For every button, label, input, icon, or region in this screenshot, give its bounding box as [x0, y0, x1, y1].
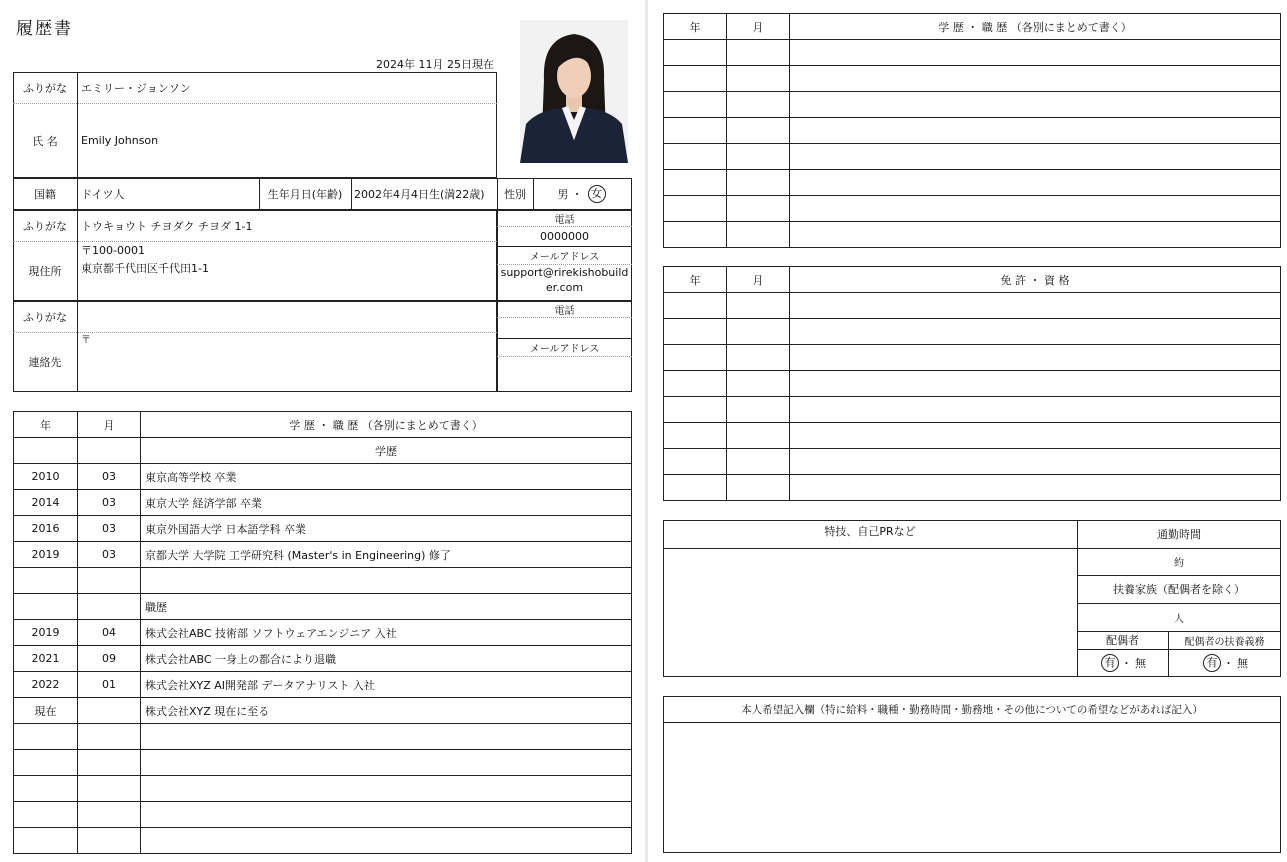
history-year-cell [14, 750, 78, 776]
history-desc-cell: 株式会社XYZ 現在に至る [141, 698, 632, 724]
license-year-cell [664, 449, 727, 475]
history-row [14, 828, 632, 854]
history-year-cell [14, 438, 78, 464]
history-continued-month-cell [727, 196, 790, 222]
license-table [663, 266, 1281, 501]
license-month-cell [727, 319, 790, 345]
history-month-cell [78, 594, 141, 620]
history-continued-row [664, 118, 1281, 144]
history-continued-desc-cell [790, 66, 1281, 92]
history-year-cell: 2021 [14, 646, 78, 672]
license-year-cell [664, 423, 727, 449]
history-year-cell [14, 802, 78, 828]
license-year-cell [664, 319, 727, 345]
history-continued-month-cell [727, 222, 790, 248]
history-year-cell [14, 776, 78, 802]
history-month-cell: 01 [78, 672, 141, 698]
history-month-cell: 04 [78, 620, 141, 646]
support-yes-circled: 有 [1203, 654, 1221, 672]
contact-label: 連絡先 [28, 356, 62, 369]
history-year-cell: 2014 [14, 490, 78, 516]
history-continued-year-cell [664, 66, 727, 92]
license-year-cell [664, 371, 727, 397]
contact-furigana-label: ふりがな [23, 310, 67, 324]
history-header-year: 年 [14, 412, 78, 438]
history-month-cell: 03 [78, 542, 141, 568]
history-year-cell: 2010 [14, 464, 78, 490]
license-row [664, 293, 1281, 319]
history-continued-desc-cell [790, 40, 1281, 66]
history-continued-header-month: 月 [727, 14, 790, 40]
history-desc-cell: 東京高等学校 卒業 [141, 464, 632, 490]
history-month-cell: 09 [78, 646, 141, 672]
contact-div [77, 301, 78, 392]
history-continued-desc-cell [790, 118, 1281, 144]
spouse-support-label: 配偶者の扶養義務 [1184, 636, 1265, 648]
history-continued-year-cell [664, 92, 727, 118]
license-row [664, 423, 1281, 449]
address-furigana-label: ふりがな [23, 219, 67, 233]
furigana-label: ふりがな [23, 81, 67, 95]
spouse-yes-circled: 有 [1101, 654, 1119, 672]
history-continued-header-desc: 学 歴 ・ 職 歴 （各別にまとめて書く） [790, 14, 1281, 40]
history-month-cell [78, 698, 141, 724]
history-row [14, 646, 632, 672]
license-row [664, 397, 1281, 423]
history-continued-desc-cell [790, 196, 1281, 222]
history-continued-row [664, 40, 1281, 66]
license-year-cell [664, 397, 727, 423]
license-year-cell [664, 345, 727, 371]
history-continued-header-year: 年 [664, 14, 727, 40]
history-year-cell: 2016 [14, 516, 78, 542]
license-row [664, 449, 1281, 475]
spouse-support-options [1168, 649, 1281, 677]
gender-female-circled: 女 [588, 185, 606, 203]
history-row [14, 802, 632, 828]
history-desc-cell: 職歴 [141, 594, 632, 620]
pr-header-div [663, 548, 1077, 549]
history-continued-row [664, 92, 1281, 118]
contact-email-label-div [497, 356, 632, 357]
history-row [14, 542, 632, 568]
history-year-cell: 現在 [14, 698, 78, 724]
history-year-cell [14, 594, 78, 620]
history-continued-year-cell [664, 196, 727, 222]
history-header-month: 月 [78, 412, 141, 438]
license-month-cell [727, 345, 790, 371]
history-month-cell [78, 438, 141, 464]
license-desc-cell [790, 475, 1281, 501]
birth-label: 生年月日(年齢) [267, 188, 343, 201]
history-continued-header-row [664, 14, 1281, 40]
address-phone-value: 0000000 [540, 229, 589, 243]
history-year-cell: 2022 [14, 672, 78, 698]
contact-phone-label-div [497, 317, 632, 318]
history-desc-cell [141, 568, 632, 594]
history-continued-month-cell [727, 170, 790, 196]
history-row [14, 672, 632, 698]
license-year-cell [664, 293, 727, 319]
history-continued-year-cell [664, 222, 727, 248]
applicant-photo [520, 20, 628, 163]
history-month-cell [78, 828, 141, 854]
history-desc-cell [141, 724, 632, 750]
address-postal: 〒100-0001 [81, 244, 145, 257]
name-label: 氏 名 [32, 134, 58, 148]
history-row [14, 776, 632, 802]
history-month-cell [78, 568, 141, 594]
history-continued-month-cell [727, 118, 790, 144]
history-desc-cell: 東京大学 経済学部 卒業 [141, 490, 632, 516]
contact-phone-label: 電話 [554, 305, 575, 317]
history-desc-cell [141, 802, 632, 828]
dependents-value: 人 [1174, 613, 1184, 625]
spouse-options [1077, 649, 1168, 677]
nationality-label: 国籍 [34, 188, 56, 201]
resume-title: 履歴書 [16, 19, 73, 39]
resume-date: 2024年 11月 25日現在 [376, 58, 494, 71]
spouse-no: 無 [1135, 657, 1146, 670]
history-desc-cell: 東京外国語大学 日本語学科 卒業 [141, 516, 632, 542]
address-phone-label: 電話 [554, 214, 575, 226]
history-continued-table [663, 13, 1281, 248]
history-month-cell [78, 776, 141, 802]
history-desc-cell [141, 750, 632, 776]
history-year-cell: 2019 [14, 620, 78, 646]
gender-male: 男 [557, 188, 569, 201]
history-row [14, 698, 632, 724]
history-continued-desc-cell [790, 92, 1281, 118]
history-desc-cell [141, 776, 632, 802]
address-label: 現住所 [28, 265, 62, 278]
gender-options [533, 178, 632, 210]
history-row [14, 568, 632, 594]
license-header-row [664, 267, 1281, 293]
history-continued-month-cell [727, 92, 790, 118]
history-continued-month-cell [727, 40, 790, 66]
nationality-value: ドイツ人 [81, 188, 125, 201]
history-header-row [14, 412, 632, 438]
furigana-value: エミリー・ジョンソン [81, 81, 191, 95]
history-desc-cell: 京都大学 大学院 工学研究科 (Master's in Engineering) 修了 [141, 542, 632, 568]
history-row [14, 724, 632, 750]
spouse-label: 配偶者 [1106, 634, 1139, 647]
history-row [14, 516, 632, 542]
history-month-cell [78, 724, 141, 750]
license-row [664, 345, 1281, 371]
contact-postal: 〒 [81, 335, 91, 346]
license-row [664, 475, 1281, 501]
license-desc-cell [790, 449, 1281, 475]
history-row [14, 750, 632, 776]
gender-label: 性別 [504, 188, 526, 201]
history-row [14, 490, 632, 516]
support-separator: ・ [1223, 657, 1234, 670]
history-continued-year-cell [664, 144, 727, 170]
history-year-cell [14, 568, 78, 594]
birth-value: 2002年4月4日生(満22歳) [354, 188, 485, 201]
history-header-desc: 学 歴 ・ 職 歴 （各別にまとめて書く） [141, 412, 632, 438]
commute-value: 約 [1174, 558, 1184, 569]
address-email-value: support@rirekishobuilder.com [500, 266, 629, 294]
address-line: 東京都千代田区千代田1-1 [81, 262, 209, 275]
history-desc-cell: 株式会社XYZ AI開発部 データアナリスト 入社 [141, 672, 632, 698]
history-continued-row [664, 196, 1281, 222]
license-month-cell [727, 449, 790, 475]
license-month-cell [727, 397, 790, 423]
history-table [13, 411, 632, 854]
license-desc-cell [790, 319, 1281, 345]
history-continued-year-cell [664, 170, 727, 196]
license-header-month: 月 [727, 267, 790, 293]
history-continued-year-cell [664, 118, 727, 144]
history-continued-row [664, 66, 1281, 92]
spouse-separator: ・ [1121, 657, 1132, 670]
history-continued-row [664, 170, 1281, 196]
license-desc-cell [790, 397, 1281, 423]
history-desc-cell [141, 828, 632, 854]
pr-label: 特技、自己PRなど [824, 525, 916, 538]
gender-separator: ・ [571, 188, 583, 201]
dependents-label: 扶養家族（配偶者を除く） [1113, 583, 1245, 596]
history-row [14, 464, 632, 490]
license-desc-cell [790, 345, 1281, 371]
history-continued-month-cell [727, 144, 790, 170]
license-month-cell [727, 475, 790, 501]
license-month-cell [727, 293, 790, 319]
history-month-cell: 03 [78, 490, 141, 516]
history-month-cell: 03 [78, 516, 141, 542]
history-month-cell [78, 802, 141, 828]
history-continued-row [664, 222, 1281, 248]
wishes-header-div [663, 722, 1281, 723]
history-desc-cell: 株式会社ABC 一身上の都合により退職 [141, 646, 632, 672]
license-desc-cell [790, 293, 1281, 319]
license-header-desc: 免 許 ・ 資 格 [790, 267, 1281, 293]
history-row [14, 620, 632, 646]
history-continued-row [664, 144, 1281, 170]
history-continued-desc-cell [790, 170, 1281, 196]
license-year-cell [664, 475, 727, 501]
address-furigana-value: トウキョウト チヨダク チヨダ 1-1 [81, 219, 253, 233]
history-row [14, 438, 632, 464]
contact-email-label: メールアドレス [529, 343, 600, 355]
history-year-cell [14, 724, 78, 750]
support-no: 無 [1237, 657, 1248, 670]
name-value: Emily Johnson [81, 134, 159, 147]
wishes-label: 本人希望記入欄（特に給料・職種・勤務時間・勤務地・その他についての希望などがあれば記入） [741, 703, 1203, 716]
history-continued-desc-cell [790, 144, 1281, 170]
history-continued-year-cell [664, 40, 727, 66]
license-month-cell [727, 371, 790, 397]
history-continued-month-cell [727, 66, 790, 92]
license-header-year: 年 [664, 267, 727, 293]
history-month-cell: 03 [78, 464, 141, 490]
license-row [664, 371, 1281, 397]
history-year-cell: 2019 [14, 542, 78, 568]
address-email-label: メールアドレス [529, 251, 600, 263]
history-desc-cell: 株式会社ABC 技術部 ソフトウェアエンジニア 入社 [141, 620, 632, 646]
license-desc-cell [790, 423, 1281, 449]
history-year-cell [14, 828, 78, 854]
license-month-cell [727, 423, 790, 449]
history-continued-desc-cell [790, 222, 1281, 248]
commute-label: 通勤時間 [1157, 528, 1201, 541]
history-desc-cell: 学歴 [141, 438, 632, 464]
license-desc-cell [790, 371, 1281, 397]
history-month-cell [78, 750, 141, 776]
license-row [664, 319, 1281, 345]
history-row [14, 594, 632, 620]
